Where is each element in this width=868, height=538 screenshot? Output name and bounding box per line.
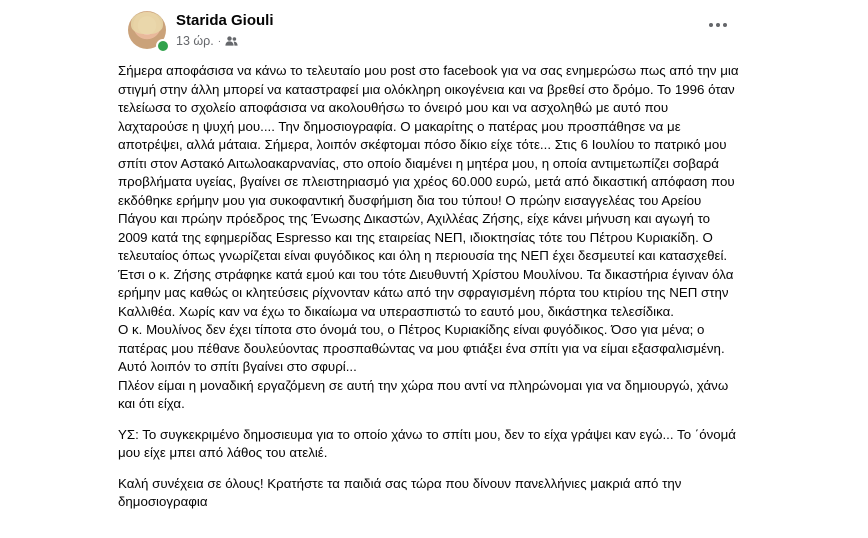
more-horizontal-icon (708, 22, 728, 28)
post-meta (176, 34, 238, 48)
meta-separator: · (217, 35, 222, 47)
post-paragraph: Καλή συνέχεια σε όλους! Κρατήστε τα παιδιά σας τώρα που δίνουν πανελλήνιες μακριά από την δημοσιογραφια (118, 475, 682, 509)
post-paragraph: Πλέον είμαι η μοναδική εργαζόμενη σε αυτή την χώρα που αντί να πληρώνομαι για να δημιουργώ, χάνω και ότι είχα. (118, 377, 729, 411)
post-timestamp[interactable]: 13 ώρ. (176, 34, 214, 48)
post-paragraph: Ο κ. Μουλίνος δεν έχει τίποτα στο όνομά του, ο Πέτρος Κυριακίδης είναι φυγόδικος. Όσο για μένα; ο πατέρας μου πέθανε δουλεύοντας προσπαθώντας να μου φτιάξει ένα σπίτι για να είμαι εξασφαλισμένη. Αυτό λοιπόν το σπίτι βγαίνει στο σφυρί... (118, 322, 725, 374)
author-name[interactable]: Starida Giouli (176, 12, 274, 29)
online-status-indicator (156, 39, 170, 53)
post-paragraph: ΥΣ: Το συγκεκριμένο δημοσιευμα για το οποίο χάνω το σπίτι μου, δεν το είχα γράψει καν εγώ... Το ΄όνομά μου είχε μπει από λάθος του ατελιέ. (118, 426, 736, 460)
more-options-button[interactable] (706, 14, 730, 34)
post-paragraph: Σήμερα αποφάσισα να κάνω το τελευταίο μου post στο facebook για να σας ενημερώσω πως από την μια στιγμή στην άλλη μπορεί να καταστραφεί μια ολόκληρη οικογένεια και να βρεθεί στο δρόμο. Το 1996 όταν τελείωσα το σχολείο αποφάσισα να ακολουθήσω το όνειρό μου και να ασχοληθώ με αυτό που λαχταρούσε η ψυχή μου.... Την δημοσιογραφία. Ο μακαρίτης ο πατέρας μου προσπάθησε να με αποτρέψει, αλλά μάταια. Σήμερα, λοιπόν σκέφτομαι πόσο δίκιο είχε τότε... Στις 6 Ιουλίου το πατρικό μου σπίτι στον Αστακό Αιτωλοακαρνανίας, στο οποίο διαμένει η μητέρα μου, η οποία αντιμετωπίζει σοβαρά προβλήματα υγείας, βγαίνει σε πλειστηριασμό για χρέος 60.000 ευρώ, μετά από δικαστική απόφαση που εκδόθηκε ερήμην μου για συκοφαντική δυσφήμιση δια του τύπου! Ο πρώην εισαγγελέας του Αρείου Πάγου και πρώην πρόεδρος της Ένωσης Δικαστών, Αχιλλέας Ζήσης, είχε κάνει μήνυση και αγωγή το 2009 κατά της εφημερίδας Espresso και της εταιρείας ΝΕΠ, ιδιοκτησίας τότε του Πέτρου Κυριακίδη. Ο τελευταίος όπως γνωρίζεται είναι φυγόδικος και όλη η περιουσία της ΝΕΠ έχει δεσμευτεί και κατασχεθεί. Έτσι ο κ. Ζήσης στράφηκε κατά εμού και του τότε Διευθυντή Χρίστου Μουλίνου. Τα δικαστήρια έγιναν όλα ερήμην μας καθώς οι κλητεύσεις ρίχνονταν κάτω από την σφραγισμένη πόρτα του κτιρίου της ΝΕΠ στην Καλλιθέα. Χωρίς καν να έχω το δικαίωμα να υπερασπιστώ το εαυτό μου, δικάστηκα τελεσίδικα. (118, 63, 739, 319)
friends-icon[interactable] (225, 36, 238, 46)
post-text (118, 62, 740, 512)
